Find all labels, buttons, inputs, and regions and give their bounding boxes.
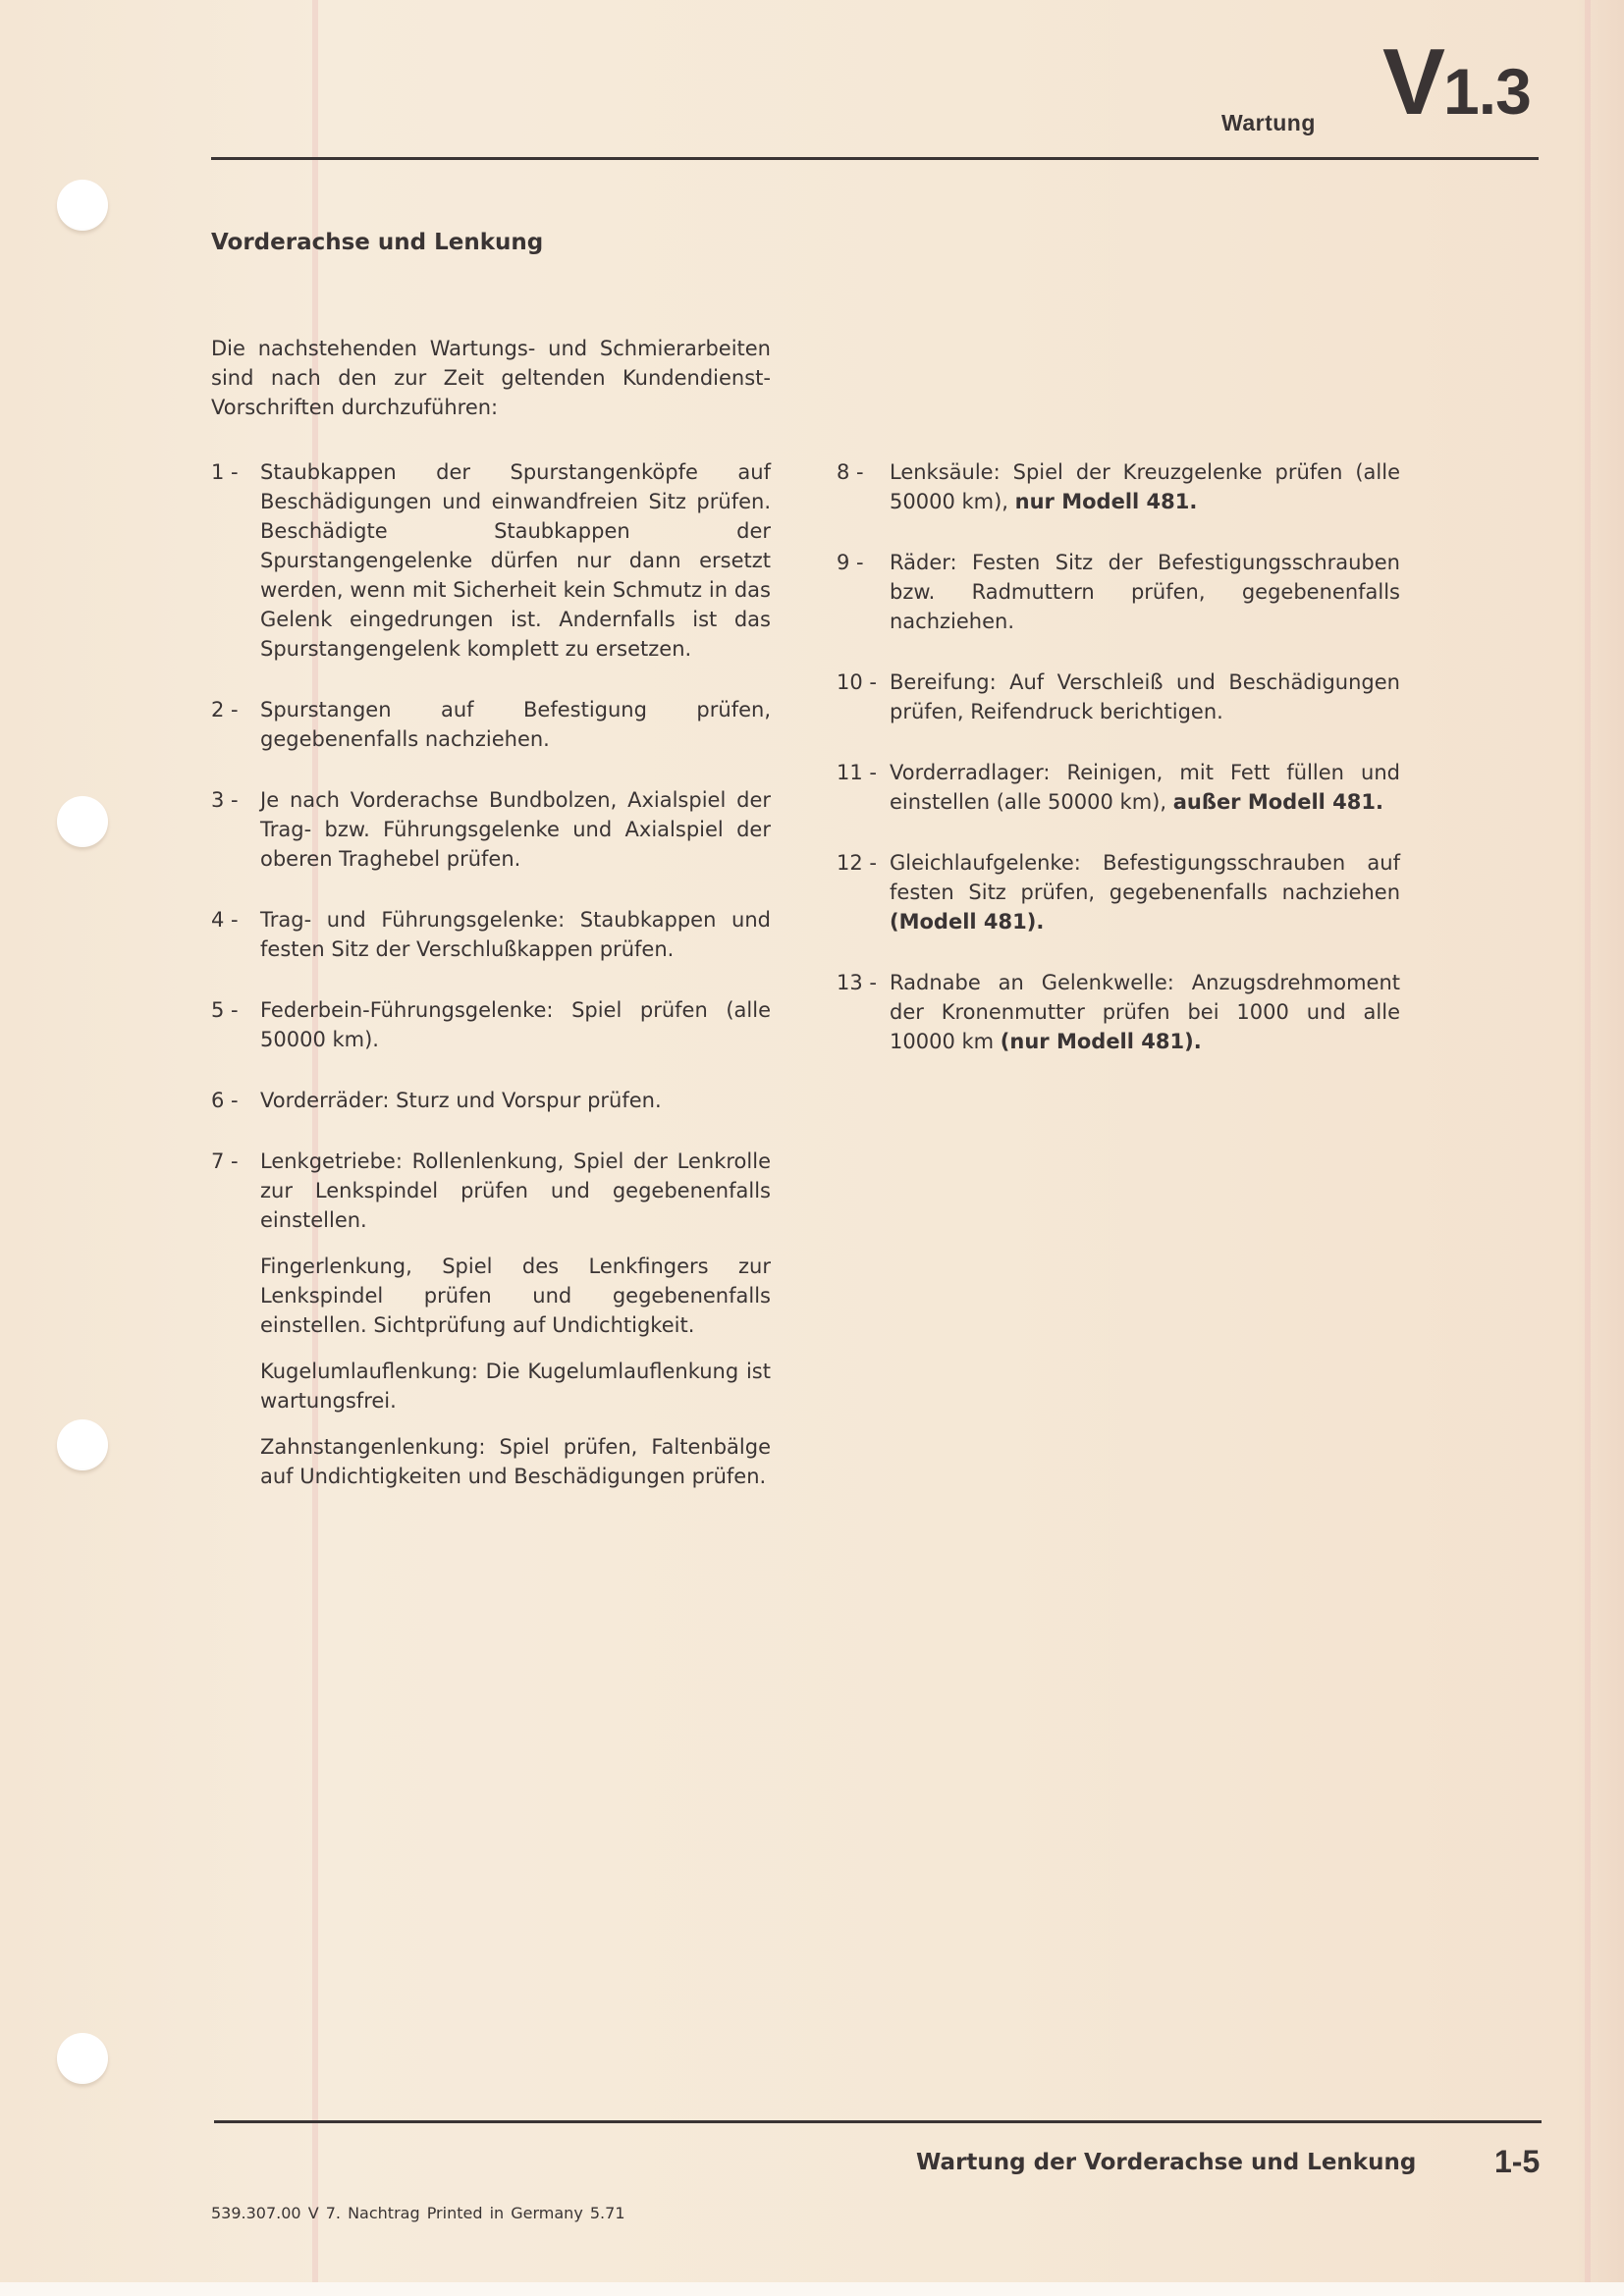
item-text: Radnabe an Gelenkwelle: Anzugsdrehmoment der Kronenmutter prüfen bei 1000 und alle 10000 km [890, 971, 1400, 1053]
punch-hole [57, 1419, 108, 1470]
item-text: Lenksäule: Spiel der Kreuzgelenke prüfen (alle 50000 km), [890, 460, 1400, 513]
item-model-note: (nur Modell 481). [1000, 1030, 1202, 1053]
punch-hole [57, 796, 108, 847]
item-number: 3 - [211, 788, 239, 812]
left-column [211, 457, 771, 1522]
item-number: 9 - [837, 551, 864, 574]
item-subparagraph: Fingerlenkung, Spiel des Lenkfingers zur Lenkspindel prüfen und gegebenenfalls einstellen. Sichtprüfung auf Undichtigkeit. [260, 1255, 771, 1337]
paper-edge-stripe [1585, 0, 1591, 2282]
item-text: Vorderräder: Sturz und Vorspur prüfen. [260, 1089, 662, 1112]
item-text: Staubkappen der Spurstangenköpfe auf Beschädigungen und einwandfreien Sitz prüfen. Beschädigte Staubkappen der Spurstangengelenke dürfen nur dann ersetzt werden, wenn mit Sicherheit kein Schmutz in das Gelenk eingedrungen ist. Andernfalls ist das Spurstangengelenk komplett zu ersetzen. [260, 460, 771, 661]
item-model-note: (Modell 481). [890, 910, 1045, 934]
list-item [211, 1086, 771, 1115]
right-column [837, 457, 1400, 1088]
item-text: Vorderradlager: Reinigen, mit Fett füllen und einstellen (alle 50000 km), [890, 761, 1400, 814]
item-number: 11 - [837, 761, 877, 784]
item-model-note: nur Modell 481. [1014, 490, 1198, 513]
intro-paragraph: Die nachstehenden Wartungs- und Schmierarbeiten sind nach den zur Zeit geltenden Kundendienst-Vorschriften durchzuführen: [211, 337, 771, 419]
list-item [211, 457, 771, 664]
item-text: Federbein-Führungsgelenke: Spiel prüfen (alle 50000 km). [260, 998, 771, 1051]
item-text: Spurstangen auf Befestigung prüfen, gegebenenfalls nachziehen. [260, 698, 771, 751]
item-number: 12 - [837, 851, 877, 875]
item-number: 4 - [211, 908, 239, 932]
list-item [211, 785, 771, 874]
header-label: Wartung [1221, 110, 1316, 135]
item-number: 1 - [211, 460, 239, 484]
section-title: Vorderachse und Lenkung [211, 230, 544, 255]
list-item [211, 995, 771, 1054]
footer-title: Wartung der Vorderachse und Lenkung [916, 2150, 1417, 2175]
item-text: Trag- und Führungsgelenke: Staubkappen und festen Sitz der Verschlußkappen prüfen. [260, 908, 771, 961]
item-number: 7 - [211, 1149, 239, 1173]
item-text: Gleichlaufgelenke: Befestigungsschrauben auf festen Sitz prüfen, gegebenenfalls nachziehen [890, 851, 1400, 904]
list-item [837, 758, 1400, 817]
page-number: 1-5 [1494, 2144, 1541, 2179]
header-rule [211, 157, 1539, 160]
list-item [211, 905, 771, 964]
footer-rule [214, 2120, 1542, 2123]
item-number: 8 - [837, 460, 864, 484]
section-code [1382, 29, 1531, 134]
punch-hole [57, 2033, 108, 2084]
punch-hole [57, 180, 108, 231]
list-item [837, 548, 1400, 636]
list-item [837, 457, 1400, 516]
section-code-number: 1.3 [1443, 55, 1531, 128]
item-subparagraph: Zahnstangenlenkung: Spiel prüfen, Faltenbälge auf Undichtigkeiten und Beschädigungen prüfen. [260, 1435, 771, 1488]
list-item [837, 968, 1400, 1056]
item-text: Räder: Festen Sitz der Befestigungsschrauben bzw. Radmuttern prüfen, gegebenenfalls nachziehen. [890, 551, 1400, 633]
page-bottom-edge [0, 2282, 1624, 2296]
item-text: Lenkgetriebe: Rollenlenkung, Spiel der Lenkrolle zur Lenkspindel prüfen und gegebenenfalls einstellen. [260, 1149, 771, 1232]
list-item [837, 848, 1400, 936]
list-item [211, 1147, 771, 1491]
item-text: Je nach Vorderachse Bundbolzen, Axialspiel der Trag- bzw. Führungsgelenke und Axialspiel der oberen Traghebel prüfen. [260, 788, 771, 871]
item-model-note: außer Modell 481. [1172, 790, 1383, 814]
list-item [211, 695, 771, 754]
item-number: 5 - [211, 998, 239, 1022]
item-number: 10 - [837, 670, 877, 694]
item-number: 2 - [211, 698, 239, 721]
section-code-letter: V [1382, 29, 1444, 134]
item-text: Bereifung: Auf Verschleiß und Beschädigungen prüfen, Reifendruck berichtigen. [890, 670, 1400, 723]
list-item [837, 667, 1400, 726]
print-note: 539.307.00 V 7. Nachtrag Printed in Germany 5.71 [211, 2204, 625, 2222]
item-subparagraph: Kugelumlauflenkung: Die Kugelumlauflenkung ist wartungsfrei. [260, 1360, 771, 1413]
item-number: 6 - [211, 1089, 239, 1112]
item-number: 13 - [837, 971, 877, 994]
